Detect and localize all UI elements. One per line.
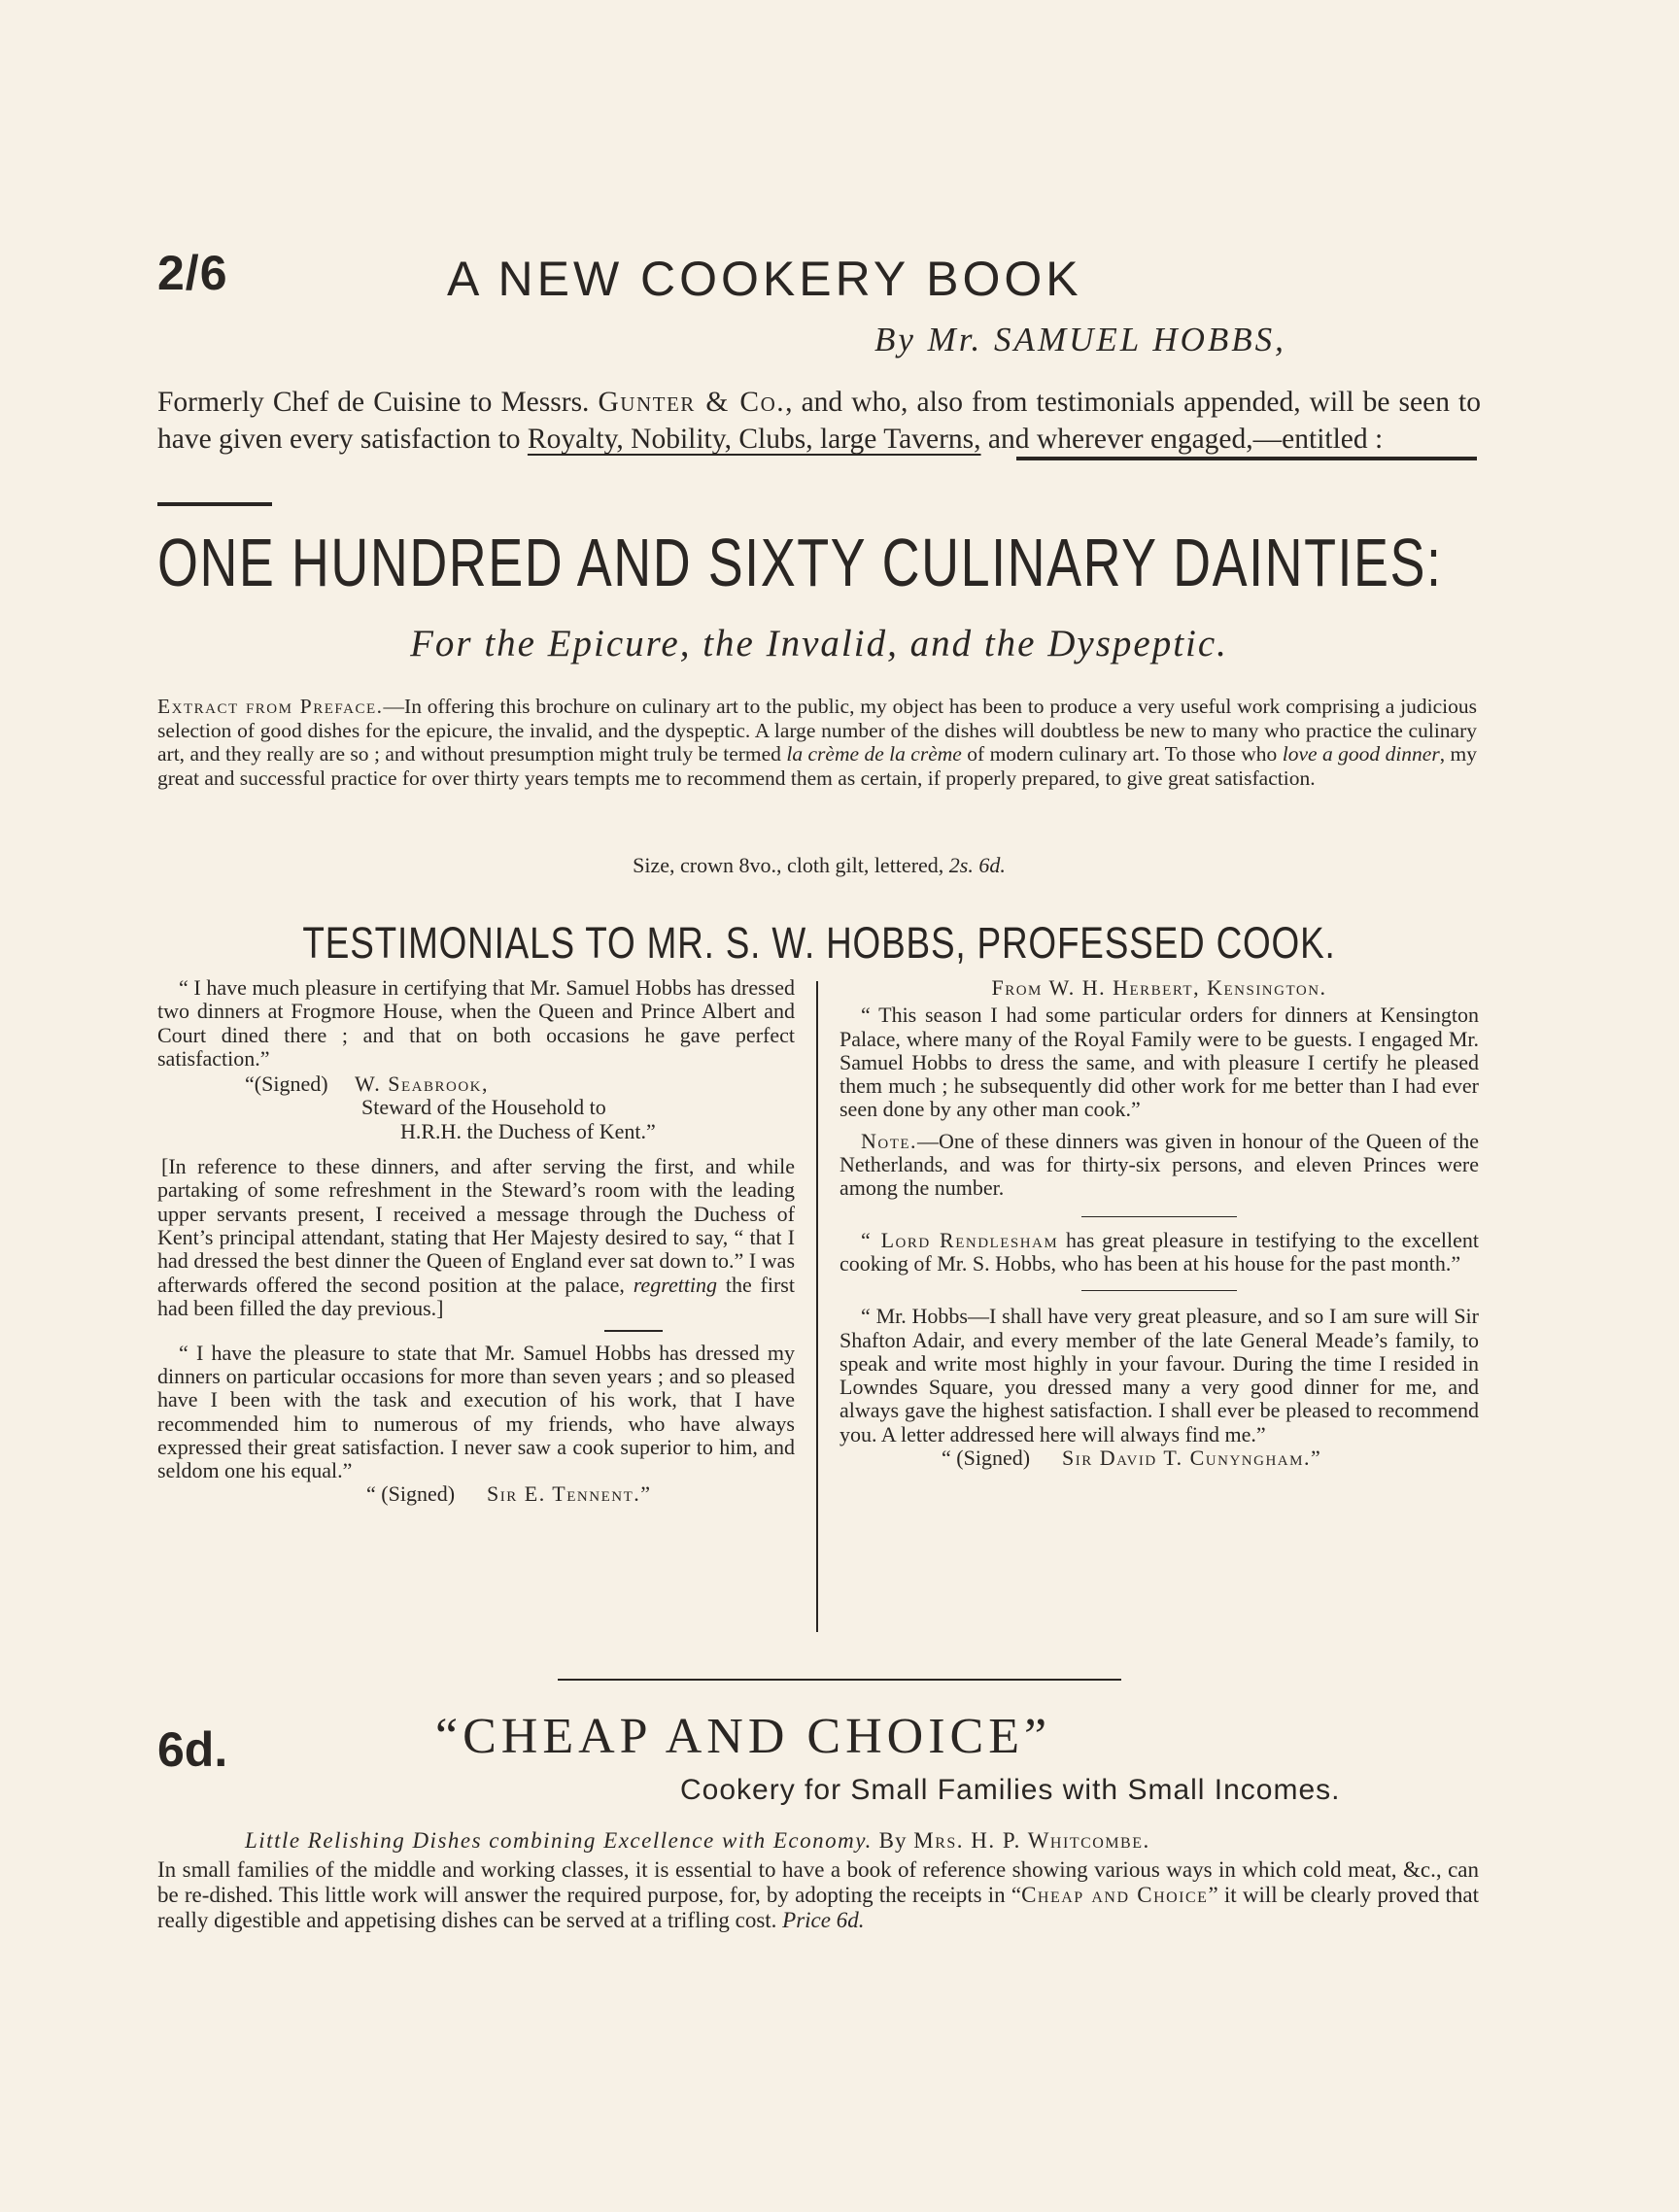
firm-name: Gunter & Co. xyxy=(598,387,786,418)
testimonial-source: From W. H. Herbert, Kensington. xyxy=(991,975,1327,1000)
column-divider xyxy=(816,981,818,1632)
book-size-line: Size, crown 8vo., cloth gilt, lettered, 2s. 6d. xyxy=(633,853,1006,877)
separator-rule xyxy=(604,1330,663,1332)
decorative-rule xyxy=(1016,457,1477,460)
extract-label: Extract from Preface. xyxy=(157,695,384,718)
author-intro: Formerly Chef de Cuisine to Messrs. Gunter & Co., and who, also from testimonials appended, will be seen to have given every satisfaction to Royalty, Nobility, Clubs, large Taverns, and wherever engaged,—entitled : xyxy=(157,387,1481,455)
second-book-subtitle: Cookery for Small Families with Small Incomes. xyxy=(680,1774,1341,1806)
separator-rule xyxy=(1081,1216,1237,1218)
testimonial-tennent: “ I have the pleasure to state that Mr. Samuel Hobbs has dressed my dinners on particular occasions for more than seven years ; and so pleased have I been with the task and execution of his work, that I have recommended him to numerous of my friends, who have always expressed their great satisfaction. I never saw a cook superior to him, and seldom one his equal.” xyxy=(157,1340,795,1483)
second-book-title: “CHEAP AND CHOICE” xyxy=(435,1709,1052,1764)
testimonial-herbert: “ This season I had some particular orders for dinners at Kensington Palace, where many of the Royal Family were to be guests. I engaged Mr. Samuel Hobbs to dress the same, and with pleasure I certify he pleased them much ; he subsequently did other work for me better than I had ever seen done by any other man cook.” xyxy=(840,1003,1479,1122)
testimonials-right-column xyxy=(840,976,1479,1470)
testimonial-rendlesham: “ Lord Rendlesham has great pleasure in testifying to the excellent cooking of Mr. S. Hobbs, who has been at his house for the past month.” xyxy=(840,1228,1480,1276)
decorative-rule xyxy=(157,502,272,506)
main-headline: ONE HUNDRED AND SIXTY CULINARY DAINTIES: xyxy=(157,525,1443,600)
second-book-byline: Little Relishing Dishes combining Excellence with Economy. By Mrs. H. P. Whitcombe. xyxy=(245,1828,1150,1853)
book-title: A NEW COOKERY BOOK xyxy=(447,252,1082,306)
testimonials-heading: TESTIMONIALS TO MR. S. W. HOBBS, PROFESSED COOK. xyxy=(302,918,1336,968)
signatory-title: Steward of the Household to xyxy=(361,1095,606,1120)
signature-line: “ (Signed) Sir E. Tennent.” xyxy=(366,1481,652,1507)
signature-line: “(Signed) W. Seabrook, xyxy=(245,1072,490,1097)
second-book-description: In small families of the middle and working classes, it is essential to have a book of reference showing various ways in which cold meat, &c., can be re-dished. This little work will answer the required purpose, for, by adopting the receipts in “Cheap and Choice” it will be clearly proved that really digestible and appetising dishes can be served at a trifling cost. Price 6d. xyxy=(157,1857,1480,1932)
signatory-title: H.R.H. the Duchess of Kent.” xyxy=(400,1118,656,1143)
signature-line: “ (Signed) Sir David T. Cunyngham.” xyxy=(942,1446,1322,1471)
book-price: 2/6 xyxy=(157,246,228,300)
separator-rule xyxy=(1081,1290,1237,1292)
reference-note: [In reference to these dinners, and after serving the first, and while partaking of some refreshment in the Steward’s room with the leading upper servants present, I received a message through the Duchess of Kent’s principal attendant, stating that Her Majesty desired to say, “ that I had dressed the best dinner the Queen of England ever sat down to.” I was afterwards offered the second position at the palace, regretting the first had been filled the day previous.] xyxy=(157,1154,795,1320)
testimonial-seabrook: “ I have much pleasure in certifying that Mr. Samuel Hobbs has dressed two dinners at Frogmore House, when the Queen and Prince Albert and Court dined there ; and that on both occasions he gave perfect satisfaction.” xyxy=(157,975,795,1071)
herbert-note: Note.—One of these dinners was given in honour of the Queen of the Netherlands, and was for thirty-six persons, and eleven Princes were among the number. xyxy=(840,1128,1479,1201)
preface-extract: Extract from Preface.—In offering this brochure on culinary art to the public, my object has been to produce a very useful work comprising a judicious selection of good dishes for the epicure, the invalid, and the dyspeptic. A large number of the dishes will doubtless be new to many who practice the culinary art, and they really are so ; and without presumption might truly be termed la crème de la crème of modern culinary art. To those who love a good dinner, my great and successful practice for over thirty years tempts me to recommend them as certain, if properly prepared, to give great satisfaction. xyxy=(157,695,1477,790)
headline-subtitle: For the Epicure, the Invalid, and the Dyspeptic. xyxy=(410,623,1228,664)
testimonials-left-column xyxy=(157,976,795,1507)
second-book-price: 6d. xyxy=(157,1722,228,1777)
testimonial-cunyngham: “ Mr. Hobbs—I shall have very great pleasure, and so I am sure will Sir Shafton Adair, and every member of the late General Meade’s family, to speak and write most highly in your favour. During the time I resided in Lowndes Square, you dressed many a very good dinner for me, and always gave the highest satisfaction. I shall ever be pleased to recommend you. A letter addressed here will always find me.” xyxy=(840,1304,1479,1446)
book-author: By Mr. SAMUEL HOBBS, xyxy=(874,321,1286,358)
underlined-clients: Royalty, Nobility, Clubs, large Taverns, xyxy=(527,424,981,455)
section-rule xyxy=(558,1679,1121,1681)
